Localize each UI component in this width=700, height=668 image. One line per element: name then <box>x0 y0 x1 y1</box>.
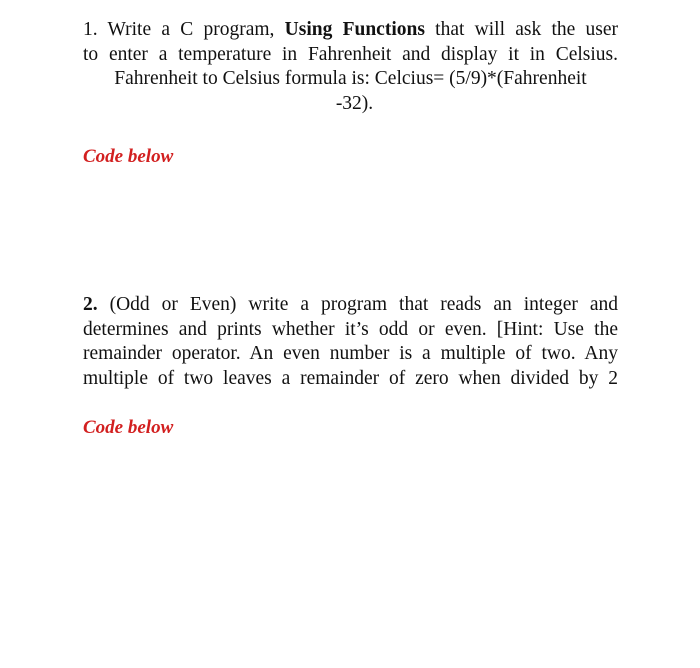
question-2-number: 2. <box>83 294 98 315</box>
question-1-bold-text: Using Functions <box>284 19 425 40</box>
question-1 <box>83 18 618 116</box>
question-2-line-1 <box>83 293 618 318</box>
question-1-number: 1. <box>83 19 98 40</box>
question-2-line-4: multiple of two leaves a remainder of zero when divided by 2 <box>83 367 618 389</box>
question-1-text-after: that will ask the user <box>435 19 618 40</box>
question-1-line-1 <box>83 18 618 43</box>
question-1-line-4: -32). <box>335 92 374 114</box>
question-1-line-3: Fahrenheit to Celsius formula is: Celcius= (5/9)*(Fahrenheit <box>114 68 587 89</box>
question-2-line-3: remainder operator. An even number is a multiple of two. Any <box>83 343 618 364</box>
code-below-label-1: Code below <box>83 146 174 167</box>
question-1-line-2: to enter a temperature in Fahrenheit and display it in Celsius. <box>83 43 618 65</box>
code-below-label-2: Code below <box>83 417 174 438</box>
question-2-line-1-text: (Odd or Even) write a program that reads an integer and <box>109 294 618 315</box>
question-1-text-before: Write a C program, <box>107 19 275 40</box>
question-2 <box>83 293 618 391</box>
question-2-line-2: determines and prints whether it’s odd or even. [Hint: Use the <box>83 318 618 340</box>
